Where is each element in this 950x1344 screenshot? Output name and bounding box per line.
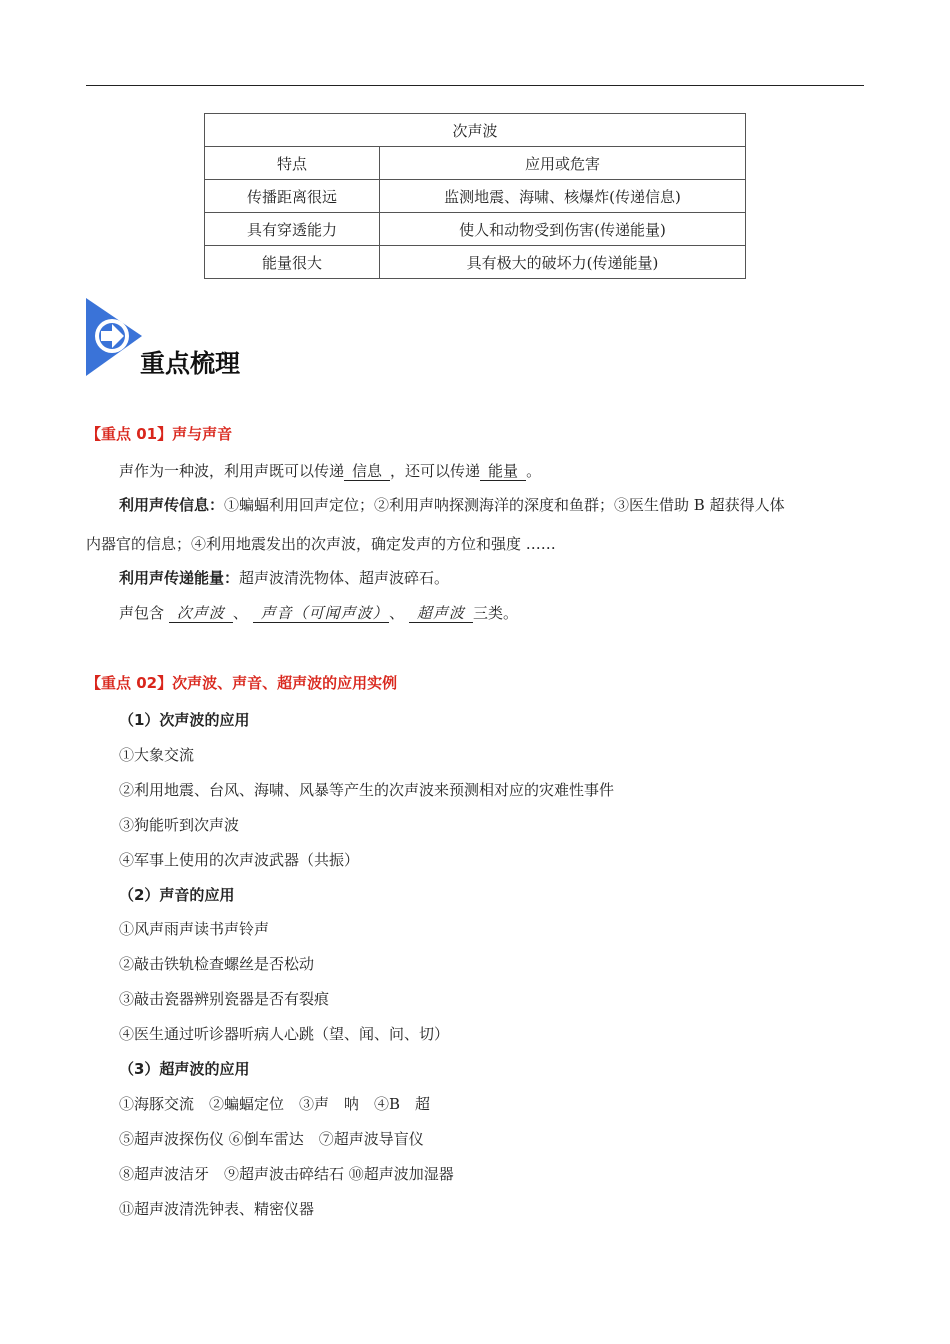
intro-text: 。	[526, 462, 542, 480]
blank-type3: 超声波	[409, 604, 473, 623]
table-cell: 使人和动物受到伤害(传递能量)	[380, 213, 746, 246]
list-item: ④医生通过听诊器听病人心跳（望、闻、问、切）	[119, 1025, 450, 1043]
list-item: ②敲击铁轨检查螺丝是否松动	[119, 955, 315, 973]
table-row	[205, 180, 746, 213]
list-item: ①风声雨声读书声铃声	[119, 920, 270, 938]
table-header-cell: 应用或危害	[380, 147, 746, 180]
point2-tag: 【重点 02】	[86, 674, 173, 692]
table-row	[205, 246, 746, 279]
energy-text: 超声波清洗物体、超声波碎石。	[239, 569, 450, 587]
s2-title: （2）声音的应用	[119, 886, 235, 904]
point2-heading	[86, 672, 397, 693]
list-item: ③敲击瓷器辨别瓷器是否有裂痕	[119, 990, 330, 1008]
list-item: ④军事上使用的次声波武器（共振）	[119, 851, 360, 869]
list-item: ③狗能听到次声波	[119, 816, 240, 834]
section-title: 重点梳理	[140, 349, 241, 378]
list-item: ⑤超声波探伤仪 ⑥倒车雷达 ⑦超声波导盲仪	[119, 1130, 424, 1148]
blank-type1: 次声波	[169, 604, 233, 623]
types-paragraph	[119, 602, 518, 623]
header-rule	[86, 85, 864, 86]
info-label: 利用声传信息：	[119, 496, 225, 514]
point1-heading	[86, 423, 232, 444]
intro-text: 声作为一种波，利用声既可以传递	[119, 462, 345, 480]
list-item: ②利用地震、台风、海啸、风暴等产生的次声波来预测相对应的灾难性事件	[119, 781, 615, 799]
sep: 、	[232, 604, 248, 622]
point1-tag: 【重点 01】	[86, 425, 173, 443]
list-item: ①海豚交流 ②蝙蝠定位 ③声 呐 ④B 超	[119, 1095, 431, 1113]
infrasound-table	[204, 113, 746, 279]
types-text: 三类。	[472, 604, 518, 622]
table-cell: 监测地震、海啸、核爆炸(传递信息)	[380, 180, 746, 213]
info-text-cont: 内器官的信息；④利用地震发出的次声波，确定发声的方位和强度 ……	[86, 535, 556, 553]
blank-type2: 声音（可闻声波）	[253, 604, 390, 623]
point1-title: 声与声音	[172, 425, 233, 443]
list-item: ①大象交流	[119, 746, 195, 764]
point2-title: 次声波、声音、超声波的应用实例	[172, 674, 398, 692]
s3-title: （3）超声波的应用	[119, 1060, 250, 1078]
blank-energy: 能量	[480, 462, 526, 481]
table-cell: 具有极大的破坏力(传递能量)	[380, 246, 746, 279]
types-text: 声包含	[119, 604, 165, 622]
list-item: ⑪超声波清洗钟表、精密仪器	[119, 1200, 315, 1218]
arrow-banner-icon	[86, 298, 142, 376]
s1-title: （1）次声波的应用	[119, 711, 250, 729]
table-header-cell: 特点	[205, 147, 380, 180]
table-cell: 传播距离很远	[205, 180, 380, 213]
point1-intro	[119, 460, 541, 481]
table-cell: 能量很大	[205, 246, 380, 279]
blank-info: 信息	[344, 462, 390, 481]
info-text: ①蝙蝠利用回声定位；②利用声呐探测海洋的深度和鱼群；③医生借助 B 超获得人体	[224, 496, 785, 514]
info-paragraph	[119, 494, 785, 515]
energy-paragraph	[119, 567, 449, 588]
table-caption-row	[205, 114, 746, 147]
table-caption: 次声波	[205, 114, 746, 147]
intro-text: ，还可以传递	[390, 462, 481, 480]
sep: 、	[389, 604, 405, 622]
energy-label: 利用声传递能量：	[119, 569, 240, 587]
table-row	[205, 213, 746, 246]
table-header-row	[205, 147, 746, 180]
list-item: ⑧超声波洁牙 ⑨超声波击碎结石 ⑩超声波加湿器	[119, 1165, 454, 1183]
table-cell: 具有穿透能力	[205, 213, 380, 246]
